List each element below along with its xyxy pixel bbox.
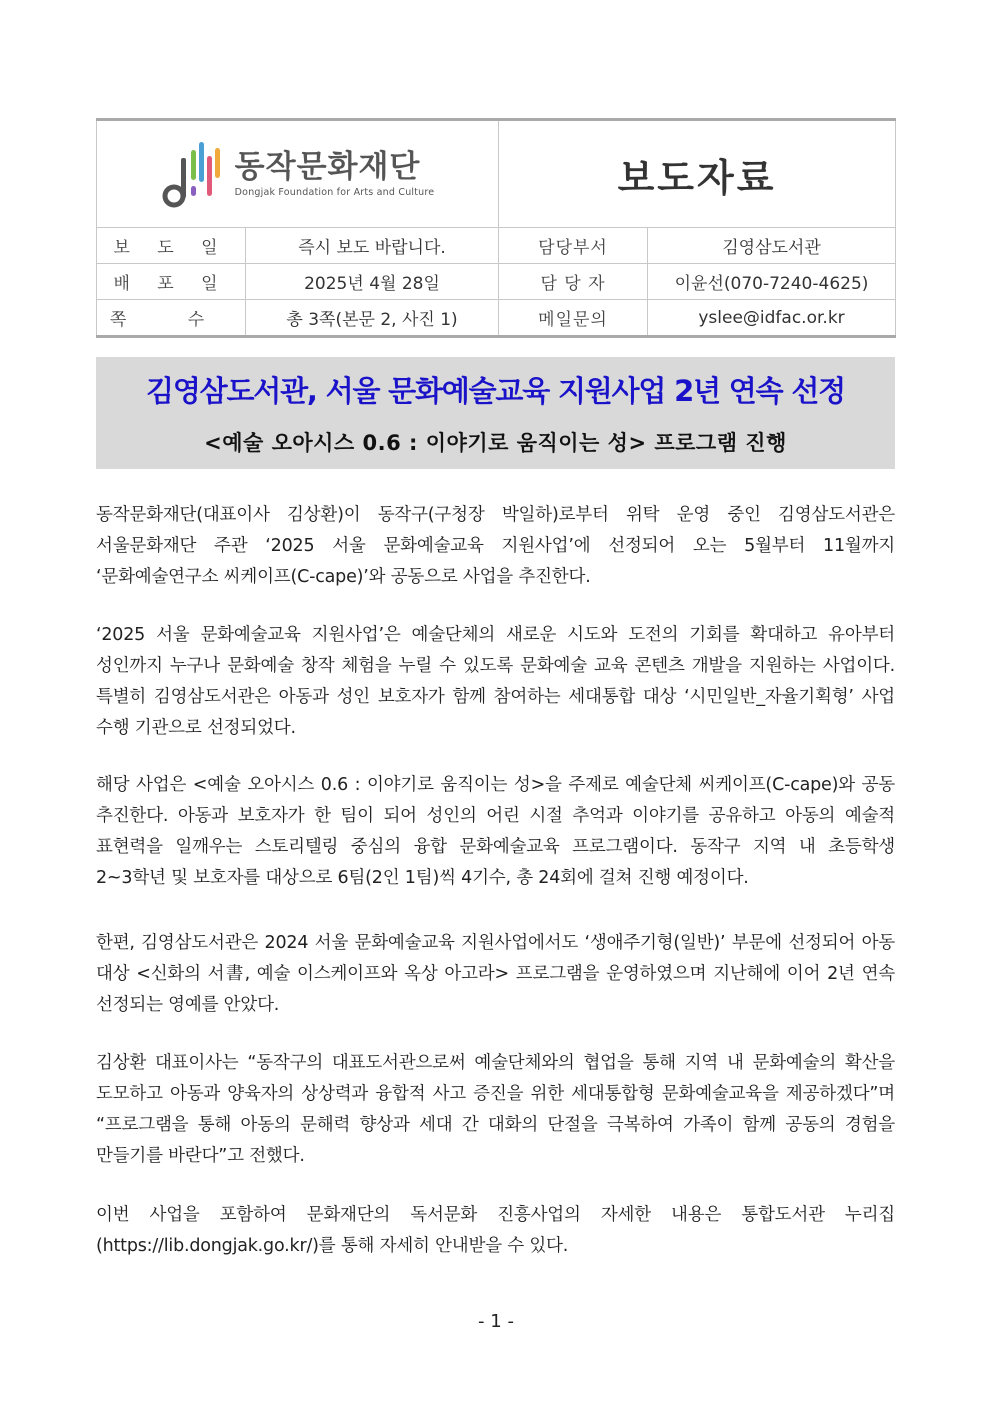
body-paragraph-5: 김상환 대표이사는 “동작구의 대표도서관으로써 예술단체와의 협업을 통해 지역 내 문화예술의 확산을 도모하고 아동과 양육자의 상상력과 융합적 사고 증진을 위한 세대통합형 문화예술교육을 제공하겠다”며 “프로그램을 통해 아동의 문해력 향상과 세대 간 대화의 단절을 극복하여 가족이 함께 공동의 경험을 만들기를 바란다”고 전했다. (96, 1053, 895, 1166)
logo-mark-icon (161, 138, 223, 210)
body-paragraph-4: 한편, 김영삼도서관은 2024 서울 문화예술교육 지원사업에서도 ‘생애주기형(일반)’ 부문에 선정되어 아동 대상 <신화의 서書, 예술 이스케이프와 옥상 아고라> 프로그램을 운영하였으며 지난해에 이어 2년 연속 선정되는 영예를 안았다. (96, 933, 895, 1015)
foundation-logo (97, 121, 498, 227)
value-contact-person: 이윤선(070-7240-4625) (648, 264, 896, 300)
headline-subtitle: <예술 오아시스 0.6 : 이야기로 움직이는 성> 프로그램 진행 (204, 431, 787, 455)
value-release-date: 즉시 보도 바랍니다. (246, 228, 499, 264)
doc-type-title: 보도자료 (617, 155, 777, 200)
value-distribution-date: 2025년 4월 28일 (246, 264, 499, 300)
doc-type-cell (499, 120, 896, 228)
header-row-release-date (97, 228, 896, 264)
label-release-date: 보 도 일 (97, 228, 246, 264)
header-row-page-count (97, 300, 896, 337)
label-contact-person: 담 당 자 (499, 264, 648, 300)
label-distribution-date: 배 포 일 (97, 264, 246, 300)
body-paragraph-1: 동작문화재단(대표이사 김상환)이 동작구(구청장 박일하)로부터 위탁 운영 중인 김영삼도서관은 서울문화재단 주관 ‘2025 서울 문화예술교육 지원사업’에 선정되어 오는 5월부터 11월까지 ‘문화예술연구소 씨케이프(C-cape)’와 공동으로 사업을 추진한다. (96, 505, 895, 587)
body-paragraph-3: 해당 사업은 <예술 오아시스 0.6 : 이야기로 움직이는 성>을 주제로 예술단체 씨케이프(C-cape)와 공동 추진한다. 아동과 보호자가 한 팀이 되어 성인의 어린 시절 추억과 이야기를 공유하고 아동의 예술적 표현력을 일깨우는 스토리텔링 중심의 융합 문화예술교육 프로그램이다. 동작구 지역 내 초등학생 2~3학년 및 보호자를 대상으로 6팀(2인 1팀)씩 4기수, 총 24회에 걸쳐 진행 예정이다. (96, 775, 896, 888)
header-row-distribution-date (97, 264, 896, 300)
label-department: 담당부서 (499, 228, 648, 264)
value-page-count: 총 3쪽(본문 2, 사진 1) (246, 300, 499, 337)
press-release-header-table (96, 118, 896, 338)
headline-box (96, 357, 895, 469)
org-name: 동작문화재단 (234, 148, 421, 185)
label-page-count: 쪽 수 (97, 300, 246, 337)
page-number: - 1 - (478, 1311, 514, 1332)
value-department: 김영삼도서관 (648, 228, 896, 264)
body-paragraph-2: ‘2025 서울 문화예술교육 지원사업’은 예술단체의 새로운 시도와 도전의 기회를 확대하고 유아부터 성인까지 누구나 문화예술 창작 체험을 누릴 수 있도록 문화예술 교육 콘텐츠 개발을 지원하는 사업이다. 특별히 김영삼도서관은 아동과 성인 보호자가 함께 참여하는 세대통합 대상 ‘시민일반_자율기획형’ 사업 수행 기관으로 선정되었다. (96, 625, 895, 738)
value-email[interactable]: yslee@idfac.or.kr (648, 300, 896, 337)
headline-title: 김영삼도서관, 서울 문화예술교육 지원사업 2년 연속 선정 (146, 374, 845, 408)
org-name-en: Dongjak Foundation for Arts and Culture (234, 187, 435, 199)
body-paragraph-6: 이번 사업을 포함하여 문화재단의 독서문화 진흥사업의 자세한 내용은 통합도서관 누리집(https://lib.dongjak.go.kr/)를 통해 자세히 안내받을 수 있다. (96, 1205, 895, 1256)
logo-cell (97, 120, 499, 228)
label-email: 메일문의 (499, 300, 648, 337)
